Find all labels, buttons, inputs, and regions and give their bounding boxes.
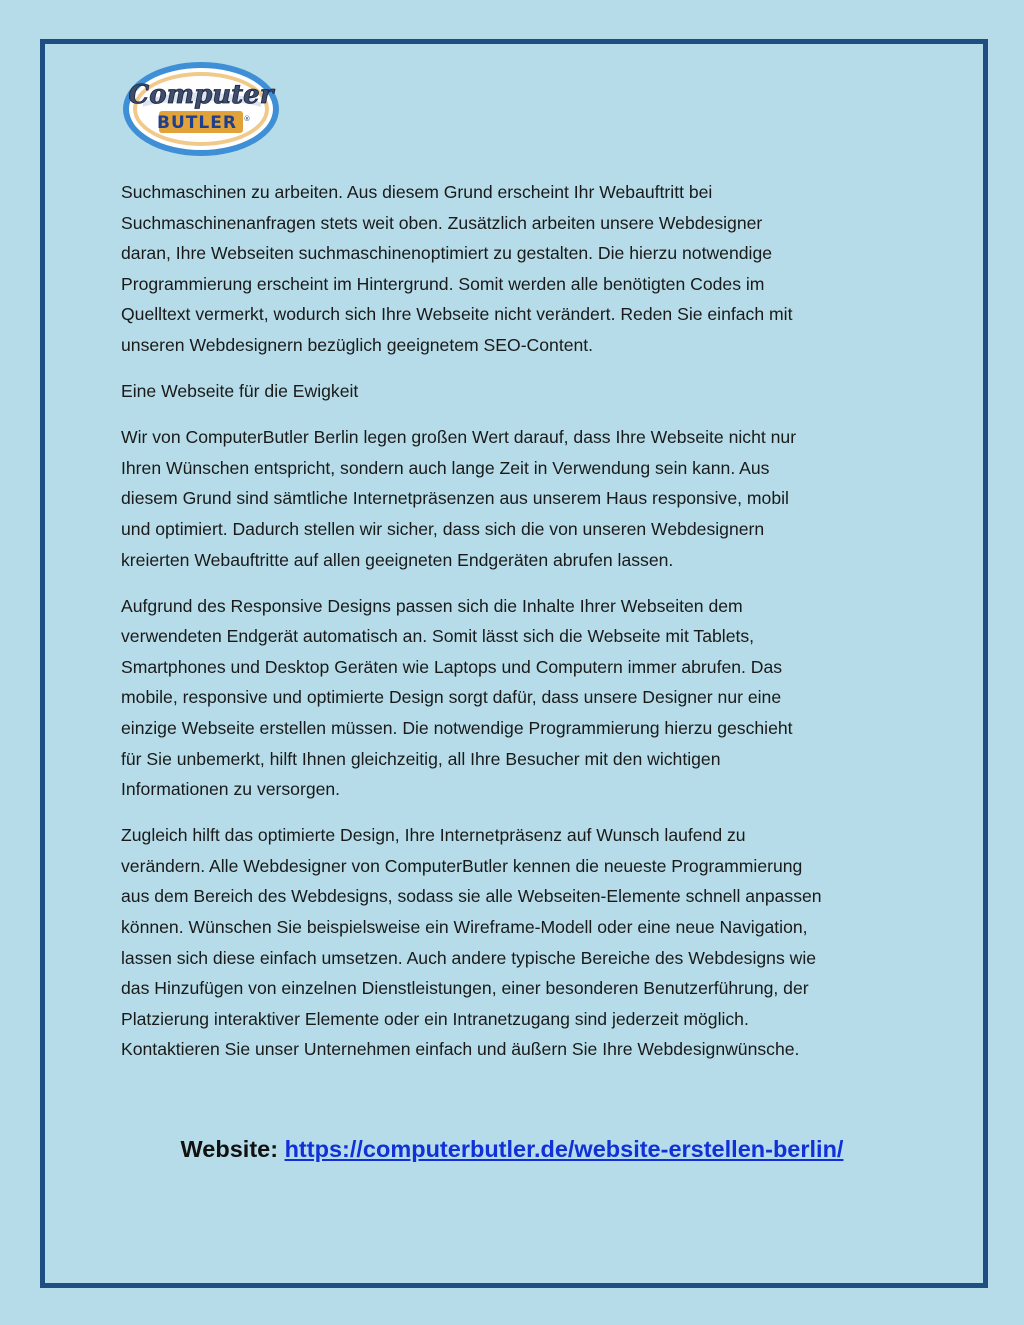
section-heading: Eine Webseite für die Ewigkeit [121, 381, 359, 402]
paragraph-seo: Suchmaschinen zu arbeiten. Aus diesem Grund erscheint Ihr Webauftritt bei Suchmaschinenanfragen stets weit oben. Zusätzlich arbeiten unsere Webdesigner daran, Ihre Webseiten suchmaschinenoptimiert zu gestalten. Die hierzu notwendige Programmierung erscheint im Hintergrund. Somit werden alle benötigten Codes im Quelltext vermerkt, wodurch sich Ihre Webseite nicht verändert. Reden Sie einfach mit unseren Webdesignern bezüglich geeignetem SEO-Content. [121, 182, 793, 355]
website-link[interactable]: https://computerbutler.de/website-erstellen-berlin/ [284, 1136, 844, 1162]
registered-mark: ® [243, 115, 251, 123]
article-body [121, 177, 921, 1081]
paragraph-responsive: Aufgrund des Responsive Designs passen sich die Inhalte Ihrer Webseiten dem verwendeten Endgerät automatisch an. Somit lässt sich die Webseite mit Tablets, Smartphones und Desktop Geräten wie Laptops und Computern immer abrufen. Das mobile, responsive und optimierte Design sorgt dafür, dass unsere Designer nur eine einzige Webseite erstellen müssen. Die notwendige Programmierung hierzu geschieht für Sie unbemerkt, hilft Ihnen gleichzeitig, all Ihre Besucher mit den wichtigen Informationen zu versorgen. [121, 595, 793, 800]
website-label: Website: [180, 1136, 279, 1162]
logo-wordmark-butler: BUTLER [157, 113, 237, 133]
computerbutler-logo [121, 59, 281, 159]
website-line [0, 1132, 1024, 1166]
logo-wordmark-computer: Computer [128, 80, 274, 110]
paragraph-flexibility: Zugleich hilft das optimierte Design, Ihre Internetpräsenz auf Wunsch laufend zu verändern. Alle Webdesigner von ComputerButler kennen die neueste Programmierung aus dem Bereich des Webdesigns, sodass sie alle Webseiten-Elemente schnell anpassen können. Wünschen Sie beispielsweise ein Wireframe-Modell oder eine neue Navigation, lassen sich diese einfach umsetzen. Auch andere typische Bereiche des Webdesigns wie das Hinzufügen von einzelnen Dienstleistungen, einer besonderen Benutzerführung, der Platzierung interaktiver Elemente oder ein Intranetzugang sind jederzeit möglich. Kontaktieren Sie unser Unternehmen einfach und äußern Sie Ihre Webdesignwünsche. [121, 825, 822, 1060]
paragraph-longevity: Wir von ComputerButler Berlin legen großen Wert darauf, dass Ihre Webseite nicht nur Ihren Wünschen entspricht, sondern auch lange Zeit in Verwendung sein kann. Aus diesem Grund sind sämtliche Internetpräsenzen aus unserem Haus responsive, mobil und optimiert. Dadurch stellen wir sicher, dass sich die von unseren Webdesignern kreierten Webauftritte auf allen geeigneten Endgeräten abrufen lassen. [121, 427, 797, 570]
